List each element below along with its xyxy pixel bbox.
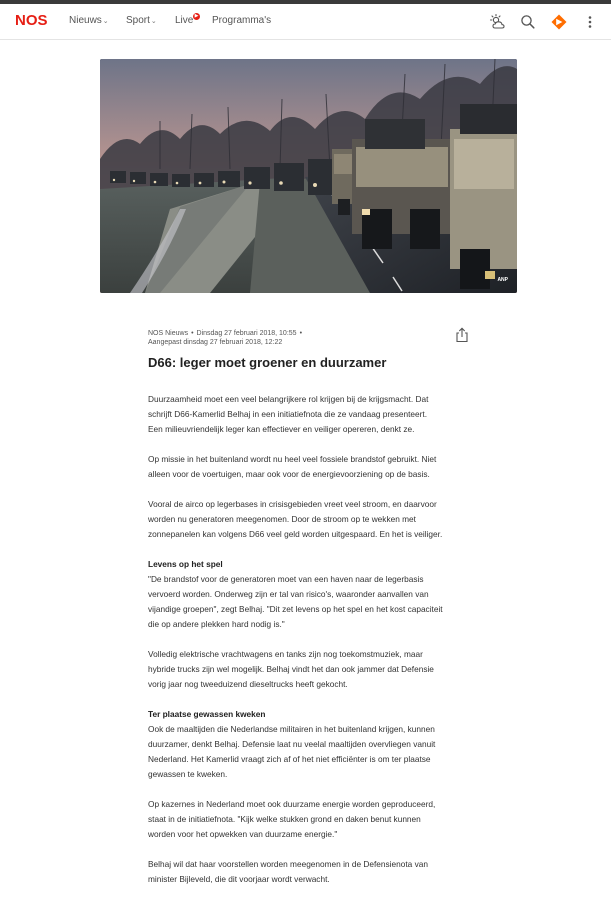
nos-logo[interactable]: NOS bbox=[15, 12, 48, 29]
publish-date: Dinsdag 27 februari 2018, 10:55 bbox=[196, 330, 297, 337]
paragraph bbox=[148, 647, 468, 692]
text-line: Een milieuvriendelijk leger kan effectiever en veiliger opereren, denkt ze. bbox=[148, 424, 415, 434]
subheading: Ter plaatse gewassen kweken bbox=[148, 709, 266, 719]
text-line: vorig jaar nog tweeduizend dieseltrucks heeft gekocht. bbox=[148, 679, 348, 689]
paragraph bbox=[148, 572, 468, 632]
paragraph bbox=[148, 497, 468, 542]
paragraph bbox=[148, 857, 468, 887]
nav-sport[interactable] bbox=[126, 15, 157, 26]
text-line: hybride trucks zijn wel mogelijk. Belhaj vindt het dan ook jammer dat Defensie bbox=[148, 664, 434, 674]
text-line: zonnepanelen kan volgens D66 veel geld worden uitgespaard. En het is veiliger. bbox=[148, 529, 443, 539]
text-line: alleen voor de voertuigen, maar ook voor de energievoorziening op de basis. bbox=[148, 469, 430, 479]
text-line: gewassen te kweken. bbox=[148, 769, 228, 779]
paragraph bbox=[148, 797, 468, 842]
nav-live-label: Live bbox=[175, 15, 194, 26]
text-line: staat in de initiatiefnota. "Kijk welke stukken grond en daken benut kunnen bbox=[148, 814, 421, 824]
chevron-down-icon: ⌄ bbox=[102, 18, 109, 25]
text-line: Belhaj wil dat haar voorstellen worden meegenomen in de Defensienota van bbox=[148, 859, 428, 869]
text-line: Vooral de airco op legerbases in crisisgebieden vreet veel stroom, en daarvoor bbox=[148, 499, 437, 509]
article-title: D66: leger moet groener en duurzamer bbox=[148, 355, 387, 370]
article-body bbox=[148, 392, 468, 902]
text-line: Op missie in het buitenland wordt nu heel veel fossiele brandstof gebruikt. Niet bbox=[148, 454, 437, 464]
top-navigation bbox=[0, 4, 611, 40]
text-line: vervoerd worden. Onderweg zijn er tal van risico's, waaronder aanvallen van bbox=[148, 589, 429, 599]
army-convoy-photo bbox=[100, 59, 517, 293]
article-source: NOS Nieuws bbox=[148, 330, 189, 337]
nav-sport-label: Sport bbox=[126, 15, 150, 26]
weather-icon[interactable] bbox=[489, 13, 507, 31]
text-line: Ook de maaltijden die Nederlandse militairen in het buitenland krijgen, kunnen bbox=[148, 724, 435, 734]
paragraph bbox=[148, 722, 468, 782]
nav-programmas[interactable] bbox=[212, 15, 271, 26]
text-line: schrijft D66-Kamerlid Belhaj in een initiatiefnota die ze vandaag presenteert. bbox=[148, 409, 428, 419]
text-line: minister Bijleveld, die dit voorjaar wordt verwacht. bbox=[148, 874, 330, 884]
text-line: worden nu generatoren meegenomen. Door de stroom op te wekken met bbox=[148, 514, 416, 524]
separator-dot: • bbox=[191, 330, 194, 337]
updated-date: Aangepast dinsdag 27 februari 2018, 12:22 bbox=[148, 339, 283, 346]
article-meta bbox=[148, 329, 428, 347]
nav-programmas-label: Programma's bbox=[212, 15, 272, 26]
nav-live[interactable] bbox=[175, 15, 193, 26]
live-indicator-badge: ▶ bbox=[194, 13, 199, 19]
separator-dot: • bbox=[299, 330, 303, 337]
photo-credit: ANP bbox=[497, 277, 508, 283]
text-line: duurzamer, denkt Belhaj. Defensie laat nu veelal maaltijden overvliegen vanuit bbox=[148, 739, 436, 749]
text-line: Volledig elektrische vrachtwagens en tanks zijn nog toekomstmuziek, maar bbox=[148, 649, 423, 659]
npo-start-icon[interactable] bbox=[550, 13, 568, 31]
share-icon[interactable] bbox=[455, 327, 469, 343]
hero-image bbox=[100, 59, 517, 293]
paragraph bbox=[148, 392, 468, 437]
subheading: Levens op het spel bbox=[148, 559, 223, 569]
text-line: Op kazernes in Nederland moet ook duurzame energie worden geproduceerd, bbox=[148, 799, 436, 809]
search-icon[interactable] bbox=[519, 13, 537, 31]
text-line: Duurzaamheid moet een veel belangrijkere rol krijgen bij de krijgsmacht. Dat bbox=[148, 394, 429, 404]
paragraph bbox=[148, 452, 468, 482]
text-line: worden voor het opwekken van duurzame energie." bbox=[148, 829, 338, 839]
text-line: vijandige groepen", zegt Belhaj. "Dit zet levens op het spel en het kost capaciteit bbox=[148, 604, 443, 614]
more-vertical-icon[interactable] bbox=[584, 13, 596, 31]
nav-nieuws[interactable] bbox=[69, 15, 109, 26]
nav-nieuws-label: Nieuws bbox=[69, 15, 102, 26]
text-line: "De brandstof voor de generatoren moet van een haven naar de legerbasis bbox=[148, 574, 424, 584]
chevron-down-icon: ⌄ bbox=[150, 18, 157, 25]
text-line: Nederland. Het Kamerlid vraagt zich af of het niet efficiënter is om ter plaatse bbox=[148, 754, 431, 764]
text-line: die op andere plekken hard nodig is." bbox=[148, 619, 285, 629]
